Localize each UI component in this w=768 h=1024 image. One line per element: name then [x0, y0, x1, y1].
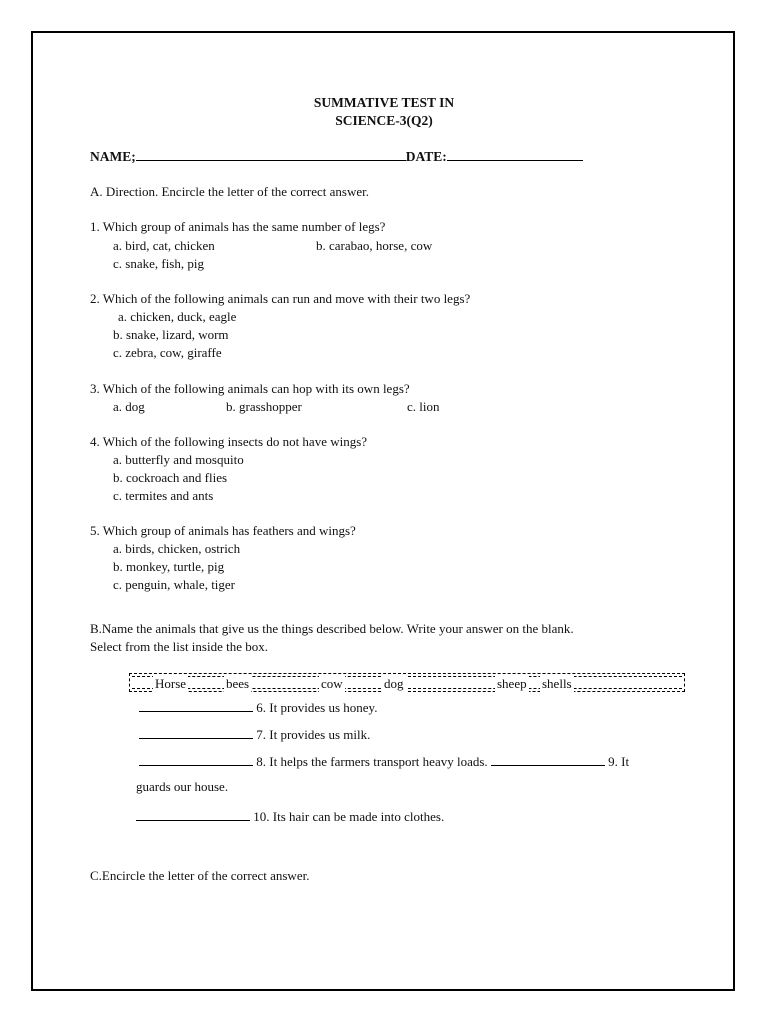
- q3-choice-b: b. grasshopper: [226, 399, 302, 414]
- question-4: 4. Which of the following insects do not have wings?: [90, 434, 368, 449]
- item-6-text: 6. It provides us honey.: [256, 700, 378, 715]
- item-8-text: 8. It helps the farmers transport heavy loads.: [256, 754, 488, 769]
- q4-choice-c: c. termites and ants: [113, 488, 214, 503]
- q3-choice-c: c. lion: [407, 399, 440, 414]
- q4-choice-b: b. cockroach and flies: [113, 470, 228, 485]
- question-2: 2. Which of the following animals can run and move with their two legs?: [90, 291, 471, 306]
- item-9-text-part1: 9. It: [608, 754, 630, 769]
- word-bees: bees: [226, 676, 250, 691]
- q1-choice-b: b. carabao, horse, cow: [316, 238, 433, 253]
- item-7: [139, 725, 370, 743]
- question-3: 3. Which of the following animals can hop with its own legs?: [90, 381, 410, 396]
- answer-blank-6[interactable]: [139, 698, 253, 712]
- item-8-9: [139, 752, 629, 770]
- question-5: 5. Which group of animals has feathers and wings?: [90, 523, 356, 538]
- q5-choice-c: c. penguin, whale, tiger: [113, 577, 236, 592]
- word-shells: shells: [542, 676, 572, 691]
- word-horse: Horse: [155, 676, 187, 691]
- q4-choice-a: a. butterfly and mosquito: [113, 452, 244, 467]
- item-7-text: 7. It provides us milk.: [256, 727, 371, 742]
- date-blank[interactable]: [447, 147, 583, 161]
- answer-blank-7[interactable]: [139, 725, 253, 739]
- q2-choice-a: a. chicken, duck, eagle: [118, 309, 237, 324]
- name-date-row: [90, 147, 583, 165]
- item-9-text-part2: guards our house.: [136, 779, 229, 794]
- section-c-direction: C.Encircle the letter of the correct answer.: [90, 868, 310, 883]
- test-title-line2: SCIENCE-3(Q2): [335, 113, 433, 128]
- q5-choice-b: b. monkey, turtle, pig: [113, 559, 225, 574]
- item-10: [136, 807, 444, 825]
- word-box: [129, 673, 685, 692]
- q1-choice-a: a. bird, cat, chicken: [113, 238, 215, 253]
- section-a-direction: A. Direction. Encircle the letter of the correct answer.: [90, 184, 370, 199]
- date-label: DATE:: [405, 149, 447, 164]
- q5-choice-a: a. birds, chicken, ostrich: [113, 541, 241, 556]
- section-b-direction-line2: Select from the list inside the box.: [90, 639, 268, 654]
- answer-blank-10[interactable]: [136, 807, 250, 821]
- question-1: 1. Which group of animals has the same number of legs?: [90, 219, 386, 234]
- page-border: [31, 31, 735, 991]
- q3-choice-a: a. dog: [113, 399, 145, 414]
- word-cow: cow: [321, 676, 343, 691]
- test-title-line1: SUMMATIVE TEST IN: [313, 95, 455, 110]
- q2-choice-c: c. zebra, cow, giraffe: [113, 345, 222, 360]
- answer-blank-8[interactable]: [139, 752, 253, 766]
- item-10-text: 10. Its hair can be made into clothes.: [253, 809, 445, 824]
- word-sheep: sheep: [497, 676, 527, 691]
- section-b-direction-line1: B.Name the animals that give us the things described below. Write your answer on the blank.: [90, 621, 574, 636]
- q2-choice-b: b. snake, lizard, worm: [113, 327, 229, 342]
- item-6: [139, 698, 377, 716]
- q1-choice-c: c. snake, fish, pig: [113, 256, 204, 271]
- word-dog: dog: [384, 676, 404, 691]
- answer-blank-9[interactable]: [491, 752, 605, 766]
- name-blank[interactable]: [136, 147, 406, 161]
- name-label: NAME;: [90, 149, 136, 164]
